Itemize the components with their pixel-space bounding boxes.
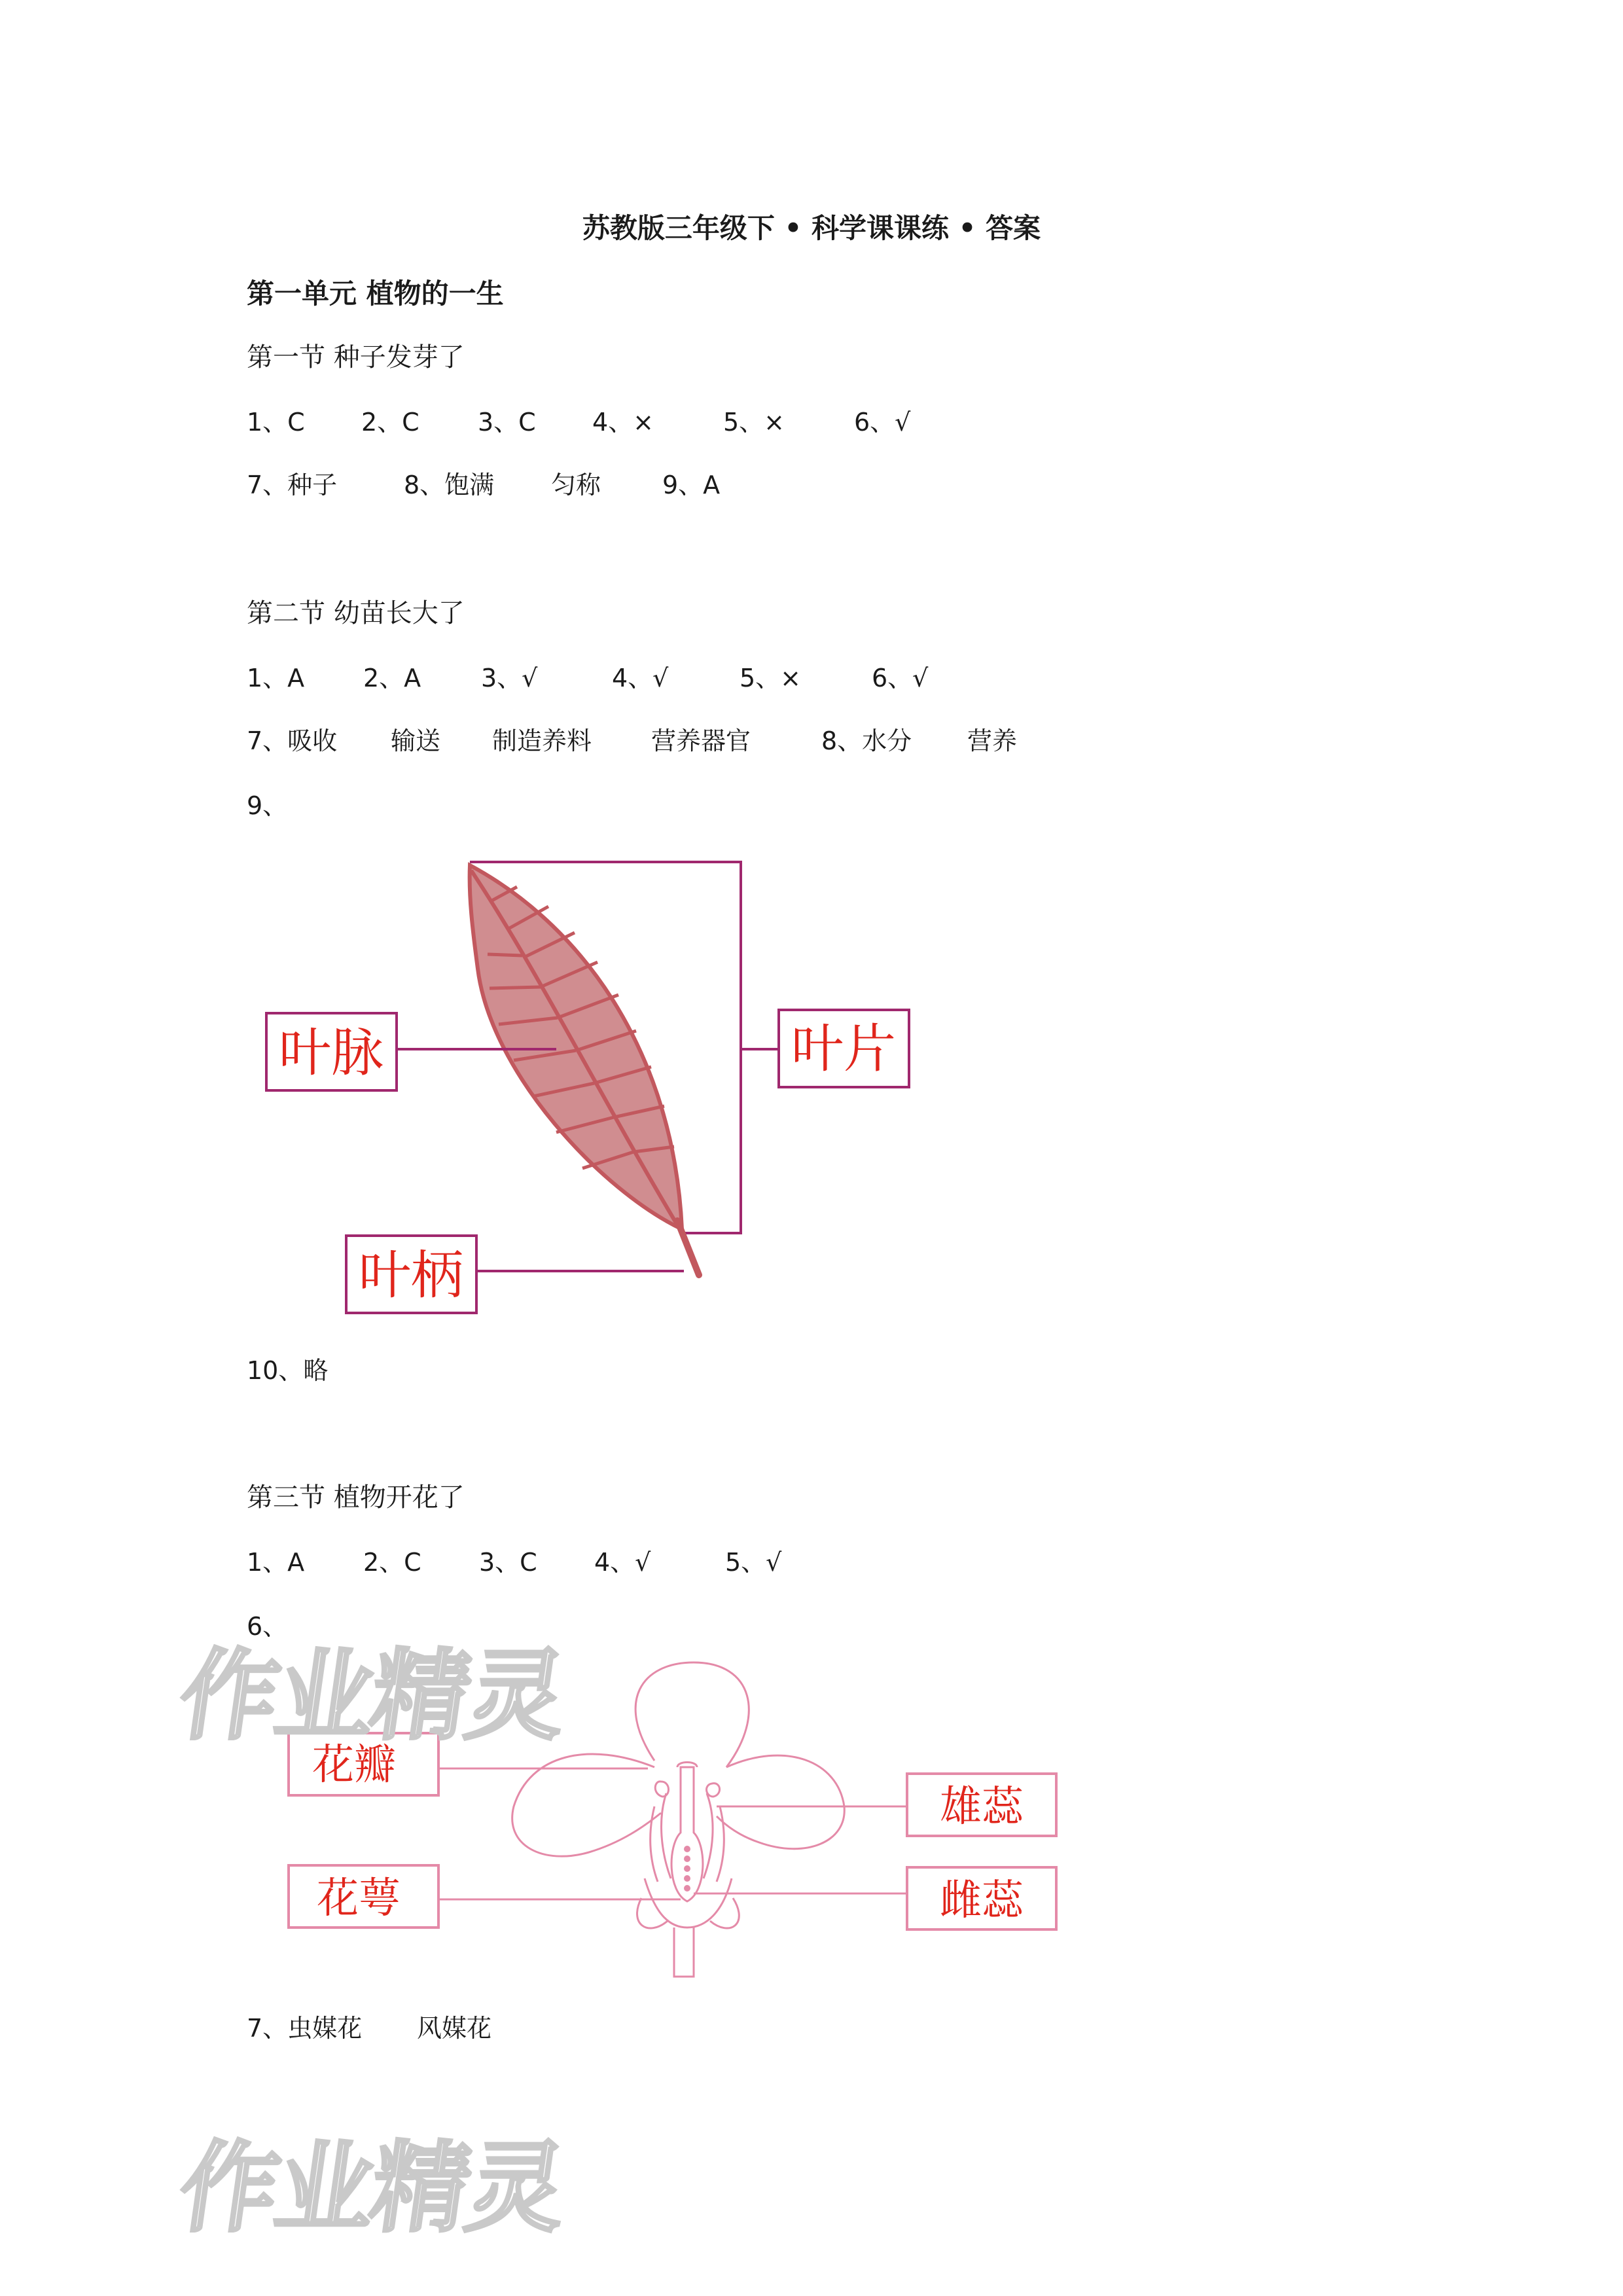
answer: 1、C bbox=[247, 408, 305, 437]
answer: 8、水分 bbox=[821, 726, 912, 755]
answer: 营养器官 bbox=[651, 726, 751, 755]
answer: 5、× bbox=[723, 408, 785, 437]
answer: 4、√ bbox=[594, 1548, 651, 1577]
section-3-heading: 第三节 植物开花了 bbox=[247, 1482, 465, 1513]
answer: 5、√ bbox=[725, 1548, 782, 1577]
answer: 营养 bbox=[967, 726, 1018, 755]
label-sepal: 花萼 bbox=[317, 1874, 401, 1923]
answer: 9、A bbox=[662, 471, 721, 499]
watermark: 作业精灵 bbox=[172, 1640, 571, 1753]
answer: 2、C bbox=[363, 1548, 421, 1577]
label-leaf-blade: 叶片 bbox=[791, 1018, 896, 1079]
answer: 3、C bbox=[478, 408, 536, 437]
answer: 1、A bbox=[247, 1548, 305, 1577]
answer: 8、饱满 bbox=[404, 471, 495, 499]
label-leaf-vein: 叶脉 bbox=[279, 1022, 383, 1083]
unit-heading: 第一单元 植物的一生 bbox=[247, 278, 504, 310]
answer: 7、虫媒花 bbox=[247, 2014, 363, 2043]
question-9-label: 9、 bbox=[247, 791, 288, 820]
answer: 2、C bbox=[361, 408, 419, 437]
answer: 制造养料 bbox=[492, 726, 592, 755]
answer: 6、√ bbox=[854, 408, 911, 437]
answer: 输送 bbox=[391, 726, 441, 755]
label-stamen: 雄蕊 bbox=[940, 1783, 1024, 1831]
label-leaf-petiole: 叶柄 bbox=[359, 1245, 463, 1306]
question-10: 10、略 bbox=[247, 1356, 329, 1385]
answer: 匀称 bbox=[551, 471, 601, 499]
label-pistil: 雌蕊 bbox=[940, 1876, 1024, 1925]
page-title: 苏教版三年级下 • 科学课课练 • 答案 bbox=[582, 212, 1041, 244]
answer: 风媒花 bbox=[417, 2014, 492, 2043]
answer: 3、√ bbox=[481, 664, 538, 692]
answer: 7、吸收 bbox=[247, 726, 338, 755]
section-2-heading: 第二节 幼苗长大了 bbox=[247, 598, 465, 628]
answer: 7、种子 bbox=[247, 471, 338, 499]
answer: 2、A bbox=[363, 664, 421, 692]
answer: 6、√ bbox=[872, 664, 929, 692]
answer: 4、× bbox=[592, 408, 654, 437]
answer: 5、× bbox=[740, 664, 802, 692]
question-6-label: 6、 bbox=[247, 1612, 288, 1641]
watermark: 作业精灵 bbox=[172, 2132, 571, 2246]
section-1-heading: 第一节 种子发芽了 bbox=[247, 342, 465, 372]
label-petal: 花瓣 bbox=[312, 1741, 396, 1789]
answer: 3、C bbox=[479, 1548, 537, 1577]
answer: 1、A bbox=[247, 664, 305, 692]
answer: 4、√ bbox=[612, 664, 669, 692]
